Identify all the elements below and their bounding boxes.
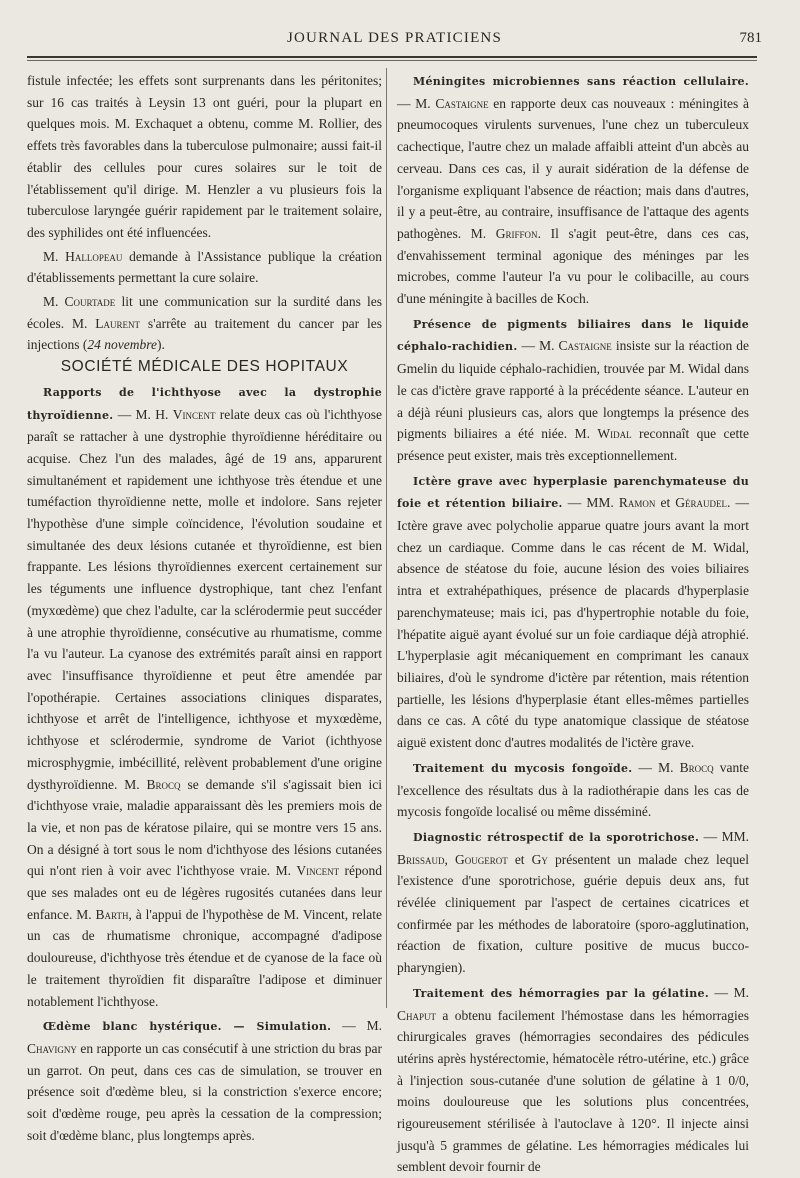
entry-heading: Œdème blanc hystérique. — Simulation. — [43, 1020, 332, 1034]
author-name: Castaigne — [435, 95, 489, 111]
author-name: Chaput — [397, 1007, 437, 1023]
entry-heading: Ictère grave avec hyperplasie parenchymateuse du foie et rétention biliaire. — [397, 474, 749, 511]
paragraph-heliotherapy: fistule infectée; les effets sont surprenants dans les péritonites; sur 16 cas traités à Leysin 13 ont guéri, pour la plupart en quelques mois. M. Exchaquet a obtenu, comme M. Rollier, des effets très favorables dans la tuberculose pulmonaire; aussi fait-il établir des cellules pour cures solaires sur le toit de l'établissement qu'il dirige. M. Henzler a vu plusieurs fois la tuberculose laryngée guérir rapidement par le traitement solaire, des syphilides ont été influencées. — [27, 73, 382, 240]
entry-heading: Présence de pigments biliaires dans le liquide céphalo-rachidien. — [397, 317, 749, 354]
running-title: JOURNAL DES PRATICIENS — [286, 30, 503, 46]
entry-meningites: Méningites microbiennes sans réaction cellulaire. — M. Castaigne en rapporte deux cas nouveaux : méningites à pneumocoques virulents survenues, l'une chez un tuberculeux cachectique, l'autre chez un malade affaibli atteint d'un abcès au cerveau. Dans ces cas, il y aurait sidération de la défense de l'organisme expliquant l'absence de réaction; mais dans d'autres, il y a peut-être, au contraire, insuffisance de l'attaque des agents pathogènes. M. Griffon. Il s'agit peut-être, dans ces cas, d'envahissement terminal agonique des méninges par les microbes, comme l'auteur l'a vu pour le colibacille, au cours d'une méningite à bacilles de Koch. — [397, 75, 749, 307]
author-name: Brissaud — [397, 851, 445, 867]
entry-heading: Traitement du mycosis fongoïde. — [413, 761, 633, 775]
page-number: 781 — [739, 30, 762, 46]
author-name: Vincent — [296, 863, 340, 879]
author-name: Castaigne — [558, 338, 612, 354]
entry-ictere: Ictère grave avec hyperplasie parenchymateuse du foie et rétention biliaire. — MM. Ramon et Géraudel. — Ictère grave avec polycholie apparue quatre jours avant la mort chez un cardiaque. Comme dans le cas récent de M. Widal, absence de stéatose du foie, aucune lésion des voies biliaires intra et extrahépathiques, présence de placards d'hyperplasie parenchymateuse; mais ici, pas d'hypertrophie notable du foie, l'hépatite aiguë ayant évolué sur un foie cardiaque déjà atrophié. L'hyperplasie agit mécaniquement en comprimant les canaux biliaires, d'où le syndrome d'ictère par rétention, mais rétention partielle, les lésions d'hyperplasie étant elles-mêmes partielles dans ce cas. A côté du type anatomique classique de stéatose aiguë existent donc d'autres modalités de l'ictère grave. — [397, 474, 749, 751]
author-name: Griffon — [495, 225, 538, 241]
left-column — [27, 70, 382, 1146]
author-name: Gougerot — [454, 851, 508, 867]
entry-oedeme: Œdème blanc hystérique. — Simulation. — M. Chavigny en rapporte un cas consécutif à une striction du bras par un garrot. On peut, dans ces cas de simulation, se trouver en présence soit d'œdème bleu, si la constriction s'exerce encore; soit d'œdème rouge, peu après la cessation de la compression; soit d'œdème blanc, plus longtemps après. — [27, 1018, 382, 1143]
author-name: Chavigny — [27, 1040, 77, 1056]
entry-heading: Traitement des hémorragies par la gélatine. — [413, 986, 709, 1000]
author-name: M. Laurent — [72, 315, 141, 331]
session-date: 24 novembre — [87, 337, 157, 353]
right-column — [397, 70, 749, 1178]
entry-ichthyose: Rapports de l'ichthyose avec la dystrophie thyroïdienne. — M. H. Vincent relate deux cas où l'ichthyose paraît se rattacher à une dystrophie thyroïdienne héréditaire ou acquise. Chez l'un des malades, âgé de 19 ans, apparurent simultanément et rapidement une ichthyose très étendue et une tuméfaction thyroïdienne nette, molle et indolore. Sans rejeter l'hypothèse d'une simple coïncidence, l'évolution soudaine et simultanée des deux lésions cutanée et thyroïdienne, est bien frappante. Les lésions thyroïdiennes exercent certainement sur les téguments une influence dystrophique, tant chez l'enfant (myxœdème) que chez l'adulte, car la sclérodermie peut succéder à une atrophie thyroïdienne, consécutive au rhumatisme, comme l'a vu l'auteur. La cyanose des extrémités paraît ainsi en rapport avec l'insuffisance thyroïdienne et peut être amendée par l'opothérapie. Certaines associations cliniques disparates, ichthyose et arrêt de l'intelligence, ichthyose et myxœdème, ichthyose et sclérodermie, syndrome de Variot (ichthyose microsphygmie, imbécillité, relèvent probablement d'une origine dysthyroïdienne. M. Brocq se demande s'il s'agissait bien ici d'ichthyose vraie, maladie apparaissant dès les premiers mois de la vie, et non pas de kératose pilaire, qui se montre vers 15 ans. On a désigné à tort sous le nom d'ichthyose des lésions cutanées qui n'ont rien à voir avec l'ichthyose vraie. M. Vincent répond que ses malades ont eu de légères rugosités cutanées dans leur enfance. M. Barth, à l'appui de l'hypothèse de M. Vincent, relate un cas de rhumatisme chronique, accompagné d'adipose douloureuse, d'ichthyose très étendue et de cyanose de la face où le traitement thyroïdien fit disparaître l'adipose et diminuer notablement l'ichthyose. — [27, 385, 383, 1009]
entry-heading: Rapports de l'ichthyose avec la dystrophie thyroïdienne. — [27, 385, 382, 422]
header-rule — [27, 56, 757, 58]
paragraph-hallopeau: M. Hallopeau demande à l'Assistance publique la création d'établissements permettant la cure solaire. — [27, 248, 383, 286]
section-title: SOCIÉTÉ MÉDICALE DES HOPITAUX — [60, 358, 349, 376]
author-name: Vincent — [172, 406, 216, 422]
author-name: Gy — [531, 851, 548, 867]
entry-mycosis: Traitement du mycosis fongoïde. — M. Brocq vante l'excellence des résultats dus à la radiothérapie dans les cas de mycosis fongoïde localisé ou même disséminé. — [397, 759, 749, 820]
entry-pigments: Présence de pigments biliaires dans le liquide céphalo-rachidien. — M. Castaigne insiste sur la réaction de Gmelin du liquide céphalo-rachidien, trouvée par M. Widal dans le cas d'ictère grave rapporté à la précédente séance. L'auteur en a déjà réuni plusieurs cas, alors que longtemps la présence des pigments biliaires a été niée. M. Widal reconnaît que cette présence peut exister, mais très exceptionnellement. — [397, 317, 749, 463]
author-name: Brocq — [146, 776, 181, 792]
column-divider — [386, 68, 387, 1008]
entry-heading: Méningites microbiennes sans réaction cellulaire. — [413, 75, 749, 88]
author-name: Ramon — [618, 495, 656, 511]
entry-sporotrichose: Diagnostic rétrospectif de la sporotrichose. — MM. Brissaud, Gougerot et Gy présentent un malade chez lequel l'existence d'une sporotrichose, guérie depuis deux ans, fut révélée cliniquement par l'aspect de certaines cicatrices et confirmée par les méthodes de laboratoire (sporo-agglutination, réaction de fixation, culture positive de mucus bucco-pharyngien). — [397, 828, 750, 976]
paragraph-courtade: M. Courtade lit une communication sur la surdité dans les écoles. M. Laurent s'arrête au traitement du cancer par les injections (24 novembre). — [27, 294, 383, 353]
page-header — [27, 30, 762, 52]
header-rule-thin — [27, 60, 757, 61]
entry-gelatine: Traitement des hémorragies par la gélatine. — M. Chaput a obtenu facilement l'hémostase dans les hémorragies chirurgicales graves (hémorragies secondaires des pédicules utérins après hystérectomie, hématocèle rétro-utérine, etc.) grâce à l'injection sous-cutanée d'une solution de gélatine à 1 0/0, moins douloureuse que les solutions plus concentrées, rigoureusement stérilisée à l'autoclave à 120°. Il injecte ainsi jusqu'à 5 grammes de gélatine. Les hémorragies médicales lui semblent devoir fournir de — [397, 984, 749, 1175]
entry-heading: Diagnostic rétrospectif de la sporotrichose. — [413, 830, 700, 844]
author-name: Brocq — [679, 759, 714, 775]
author-name: M. Courtade — [43, 294, 116, 310]
author-name: M. Hallopeau — [43, 248, 123, 264]
author-name: Géraudel — [675, 495, 728, 511]
author-name: Widal — [597, 426, 632, 442]
author-name: Barth — [95, 906, 129, 922]
